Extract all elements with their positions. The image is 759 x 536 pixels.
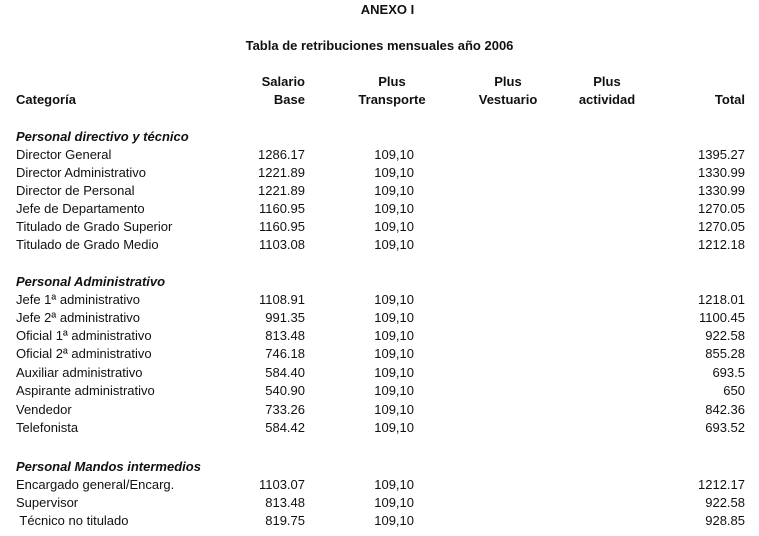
row-transport: 109,10 — [374, 420, 414, 435]
row-transport: 109,10 — [374, 477, 414, 492]
table-row — [0, 476, 759, 494]
section-title-directive: Personal directivo y técnico — [16, 129, 189, 144]
row-transport: 109,10 — [374, 201, 414, 216]
section-title-middle-management: Personal Mandos intermedios — [16, 459, 201, 474]
table-row — [0, 327, 759, 345]
column-header-transport-line2: Transporte — [358, 92, 426, 107]
row-total: 1100.45 — [698, 310, 745, 325]
row-transport: 109,10 — [374, 346, 414, 361]
row-category: Telefonista — [16, 420, 79, 435]
row-base-salary: 1160.95 — [258, 219, 305, 234]
row-base-salary: 746.18 — [265, 346, 305, 361]
row-transport: 109,10 — [374, 219, 414, 234]
row-transport: 109,10 — [374, 495, 414, 510]
row-category: Jefe 1ª administrativo — [16, 292, 141, 307]
column-header-transport-line1: Plus — [378, 74, 406, 89]
row-total: 1395.27 — [698, 147, 745, 162]
row-base-salary: 813.48 — [265, 328, 305, 343]
row-category: Vendedor — [16, 402, 72, 417]
row-total: 855.28 — [705, 346, 745, 361]
row-base-salary: 1221.89 — [258, 183, 305, 198]
row-transport: 109,10 — [374, 310, 414, 325]
table-row — [0, 218, 759, 236]
table-row — [0, 146, 759, 164]
row-category: Encargado general/Encarg. — [16, 477, 175, 492]
row-category: Auxiliar administrativo — [16, 365, 143, 380]
row-base-salary: 819.75 — [265, 513, 305, 528]
table-row — [0, 419, 759, 437]
row-transport: 109,10 — [374, 513, 414, 528]
row-total: 928.85 — [705, 513, 745, 528]
row-category: Aspirante administrativo — [16, 383, 155, 398]
table-row — [0, 401, 759, 419]
row-category: Jefe 2ª administrativo — [16, 310, 141, 325]
table-row — [0, 309, 759, 327]
row-base-salary: 1103.08 — [258, 237, 305, 252]
row-total: 922.58 — [705, 495, 745, 510]
row-base-salary: 584.40 — [265, 365, 305, 380]
column-header-category: Categoría — [16, 92, 76, 107]
row-total: 1270.05 — [698, 201, 745, 216]
row-transport: 109,10 — [374, 328, 414, 343]
column-header-clothing-line1: Plus — [494, 74, 522, 89]
table-row — [0, 494, 759, 512]
table-row — [0, 364, 759, 382]
row-category: Titulado de Grado Medio — [16, 237, 159, 252]
row-base-salary: 584.42 — [265, 420, 305, 435]
column-header-activity-line2: actividad — [578, 92, 636, 107]
row-category: Titulado de Grado Superior — [16, 219, 173, 234]
row-transport: 109,10 — [374, 383, 414, 398]
row-total: 693.5 — [712, 365, 745, 380]
column-header-transport — [342, 73, 442, 109]
section-title-administrative: Personal Administrativo — [16, 274, 166, 289]
row-transport: 109,10 — [374, 183, 414, 198]
row-total: 1270.05 — [698, 219, 745, 234]
row-transport: 109,10 — [374, 165, 414, 180]
row-transport: 109,10 — [374, 147, 414, 162]
row-category: Director General — [16, 147, 112, 162]
row-category: Director Administrativo — [16, 165, 147, 180]
column-header-clothing-line2: Vestuario — [478, 92, 538, 107]
row-total: 1212.17 — [698, 477, 745, 492]
row-base-salary: 1286.17 — [258, 147, 305, 162]
row-base-salary: 540.90 — [265, 383, 305, 398]
row-transport: 109,10 — [374, 237, 414, 252]
row-category: Director de Personal — [16, 183, 135, 198]
table-row — [0, 236, 759, 254]
row-base-salary: 991.35 — [265, 310, 305, 325]
row-base-salary: 813.48 — [265, 495, 305, 510]
row-base-salary: 733.26 — [265, 402, 305, 417]
row-category: Supervisor — [16, 495, 79, 510]
row-category: Oficial 2ª administrativo — [16, 346, 152, 361]
column-header-base-line1: Salario — [261, 74, 305, 89]
column-header-total: Total — [714, 92, 745, 107]
table-row — [0, 200, 759, 218]
row-base-salary: 1160.95 — [258, 201, 305, 216]
column-header-clothing — [460, 73, 556, 109]
row-total: 1212.18 — [698, 237, 745, 252]
row-category: Jefe de Departamento — [16, 201, 145, 216]
row-category: Oficial 1ª administrativo — [16, 328, 152, 343]
row-total: 842.36 — [705, 402, 745, 417]
column-header-base-line2: Base — [273, 92, 305, 107]
row-base-salary: 1108.91 — [258, 292, 305, 307]
row-category: Técnico no titulado — [16, 513, 129, 528]
row-total: 1218.01 — [698, 292, 745, 307]
table-row — [0, 182, 759, 200]
table-title: Tabla de retribuciones mensuales año 2006 — [245, 38, 514, 53]
row-transport: 109,10 — [374, 365, 414, 380]
table-row — [0, 291, 759, 309]
row-transport: 109,10 — [374, 292, 414, 307]
row-total: 1330.99 — [698, 165, 745, 180]
row-base-salary: 1221.89 — [258, 165, 305, 180]
table-row — [0, 512, 759, 530]
table-row — [0, 164, 759, 182]
row-total: 693.52 — [705, 420, 745, 435]
table-row — [0, 382, 759, 400]
row-transport: 109,10 — [374, 402, 414, 417]
annex-title: ANEXO I — [360, 2, 415, 17]
table-row — [0, 345, 759, 363]
column-header-activity-line1: Plus — [593, 74, 621, 89]
row-base-salary: 1103.07 — [258, 477, 305, 492]
row-total: 922.58 — [705, 328, 745, 343]
row-total: 1330.99 — [698, 183, 745, 198]
column-header-base-salary — [220, 73, 305, 109]
row-total: 650 — [723, 383, 745, 398]
